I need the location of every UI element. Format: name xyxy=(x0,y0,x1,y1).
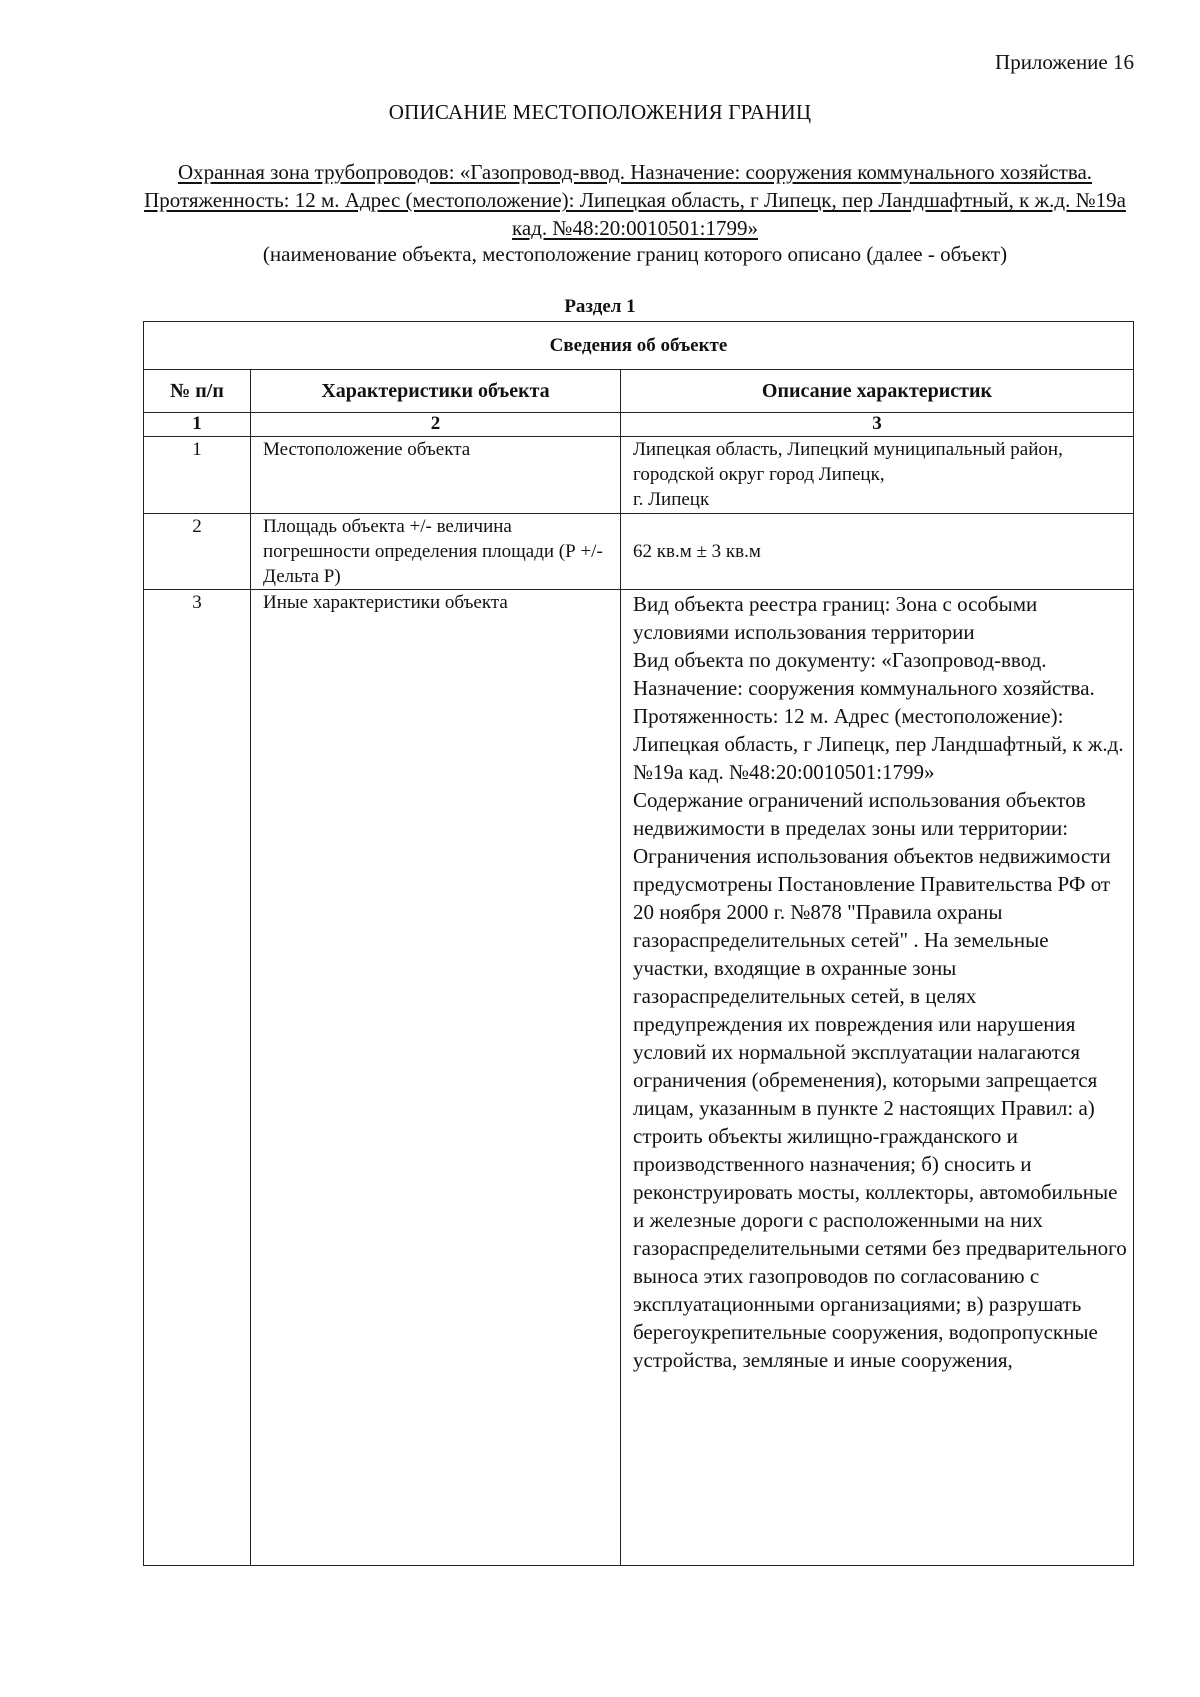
row-number: 3 xyxy=(144,590,251,1566)
column-header-description: Описание характеристик xyxy=(621,370,1134,413)
row-characteristic: Иные характеристики объекта xyxy=(251,590,621,1566)
column-header-number: № п/п xyxy=(144,370,251,413)
row-characteristic: Местоположение объекта xyxy=(251,437,621,514)
table-row xyxy=(144,437,1134,514)
row-number: 2 xyxy=(144,514,251,590)
table-row xyxy=(144,590,1134,1566)
table-caption-row xyxy=(144,322,1134,370)
column-index: 1 xyxy=(144,413,251,437)
column-index-row xyxy=(144,413,1134,437)
table-row xyxy=(144,514,1134,590)
appendix-label: Приложение 16 xyxy=(995,50,1134,74)
object-name-caption: (наименование объекта, местоположение границ которого описано (далее - объект) xyxy=(262,242,1008,266)
column-index: 2 xyxy=(251,413,621,437)
column-index: 3 xyxy=(621,413,1134,437)
row-description xyxy=(621,437,1134,514)
location-text: Липецкая область, Липецкий муниципальный район, городской округ город Липецк, г. Липецк xyxy=(633,439,1063,510)
row-description: 62 кв.м ± 3 кв.м xyxy=(621,514,1134,590)
table-caption: Сведения об объекте xyxy=(144,322,1134,370)
row-description: Вид объекта реестра границ: Зона с особыми условиями использования территории Вид объекта по документу: «Газопровод-ввод. Назначение: сооружения коммунального хозяйства. Протяженность: 12 м. Адрес (местоположение): Липецкая область, г Липецк, пер Ландшафтный, к ж.д. №19а кад. №48:20:0010501:1799» Содержание ограничений использования объектов недвижимости в пределах зоны или территории: Ограничения использования объектов недвижимости предусмотрены Постановление Правительства РФ от 20 ноября 2000 г. №878 "Правила охраны газораспределительных сетей" . На земельные участки, входящие в охранные зоны газораспределительных сетей, в целях предупреждения их повреждения или нарушения условий их нормальной эксплуатации налагаются ограничения (обременения), которыми запрещается лицам, указанным в пункте 2 настоящих Правил: а) строить объекты жилищно-гражданского и производственного назначения; б) сносить и реконструировать мосты, коллекторы, автомобильные и железные дороги с расположенными на них газораспределительными сетями без предварительного выноса этих газопроводов по согласованию с эксплуатационными организациями; в) разрушать берегоукрепительные сооружения, водопропускные устройства, земляные и иные сооружения, xyxy=(621,590,1134,1566)
column-header-characteristic: Характеристики объекта xyxy=(251,370,621,413)
row-characteristic: Площадь объекта +/- величина погрешности определения площади (Р +/- Дельта Р) xyxy=(251,514,621,590)
object-info-table xyxy=(143,321,1134,1566)
row-number: 1 xyxy=(144,437,251,514)
object-name: Охранная зона трубопроводов: «Газопровод-ввод. Назначение: сооружения коммунального хозяйства. Протяженность: 12 м. Адрес (местоположение): Липецкая область, г Липецк, пер Ландшафтный, к ж.д. №19а кад. №48:20:0010501:1799» xyxy=(144,160,1126,240)
table-header-row xyxy=(144,370,1134,413)
document-title: ОПИСАНИЕ МЕСТОПОЛОЖЕНИЯ ГРАНИЦ xyxy=(388,100,812,124)
section-title: Раздел 1 xyxy=(564,296,636,317)
